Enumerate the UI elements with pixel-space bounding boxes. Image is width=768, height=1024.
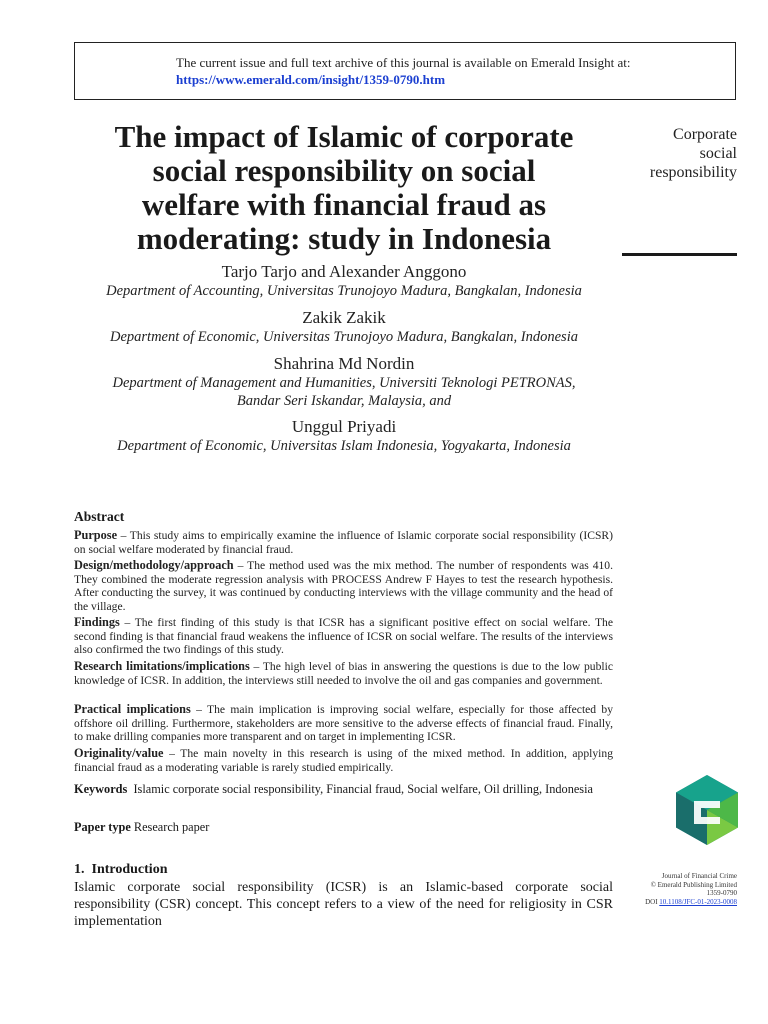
abstract-limitations: [74, 660, 613, 687]
abstract-dash: –: [237, 559, 244, 572]
intro-paragraph: Islamic corporate social responsibility (ICSR) is an Islamic-based corporate social responsibility (CSR) concept. This concept refers to a view of the need for religiosity in CSR implementation: [74, 880, 613, 929]
abstract-section-label: Practical implications: [74, 702, 191, 716]
affiliation-line: Department of Management and Humanities, Universiti Teknologi PETRONAS,: [112, 375, 576, 391]
abstract-section-text: The method used was the mix method. The number of respondents was 410. They combined the moderate regression analysis with PROCESS Andrew F Hayes to test the research hypothesis. After conducting the survey, it was continued by conducting interviews with the village community and the head of the village.: [74, 559, 613, 614]
title-line: moderating: study in Indonesia: [136, 221, 552, 256]
abstract-section-text: The main implication is improving social welfare, especially for those affected by offshore oil drilling. Furthermore, stakeholders are more sensitive to the adverse effects of financial fraud. Finally, to make drilling companies more transparent and on target in implementing ICSR.: [74, 703, 613, 744]
keywords-text: Islamic corporate social responsibility, Financial fraud, Social welfare, Oil drilling, Indonesia: [133, 782, 593, 796]
abstract-section-label: Originality/value: [74, 746, 164, 760]
archive-notice-box: [74, 42, 736, 100]
title-line: welfare with financial fraud as: [141, 187, 547, 222]
archive-url-link[interactable]: https://www.emerald.com/insight/1359-0790.htm: [176, 72, 446, 87]
author-affiliation: [74, 328, 614, 346]
section-number: 1.: [74, 862, 85, 877]
abstract-practical: [74, 703, 613, 744]
affiliation-line: Department of Economic, Universitas Islam Indonesia, Yogyakarta, Indonesia: [117, 438, 571, 454]
abstract-section-text: This study aims to empirically examine the influence of Islamic corporate social responsibility (ICSR) on social welfare moderated by financial fraud.: [74, 529, 613, 556]
abstract-findings: [74, 616, 613, 657]
archive-notice-text: The current issue and full text archive of this journal is available on Emerald Insight at:: [176, 55, 631, 70]
keywords: [74, 782, 613, 797]
doi-label: DOI: [645, 897, 658, 906]
affiliation-line: Bandar Seri Iskandar, Malaysia, and: [236, 393, 452, 409]
author-name: Tarjo Tarjo and Alexander Anggono: [221, 262, 467, 281]
paper-type-text: Research paper: [133, 820, 210, 834]
side-heading-rule: [622, 253, 737, 256]
paper-type-label: Paper type: [74, 820, 131, 834]
issn: 1359-0790: [706, 889, 737, 898]
abstract-section-text: The first finding of this study is that ICSR has a significant positive effect on social welfare. The second finding is that financial fraud weakens the influence of ICSR on social welfare. The results of the interviews also confirmed the two findings of this study.: [74, 616, 613, 657]
abstract-heading: Abstract: [74, 509, 125, 524]
abstract-purpose: [74, 529, 613, 556]
abstract-dash: –: [124, 616, 131, 629]
abstract-dash: –: [169, 747, 175, 760]
affiliation-line: Department of Economic, Universitas Trunojoyo Madura, Bangkalan, Indonesia: [110, 329, 578, 345]
doi-link[interactable]: 10.1108/JFC-01-2023-0008: [659, 897, 737, 906]
abstract-section-label: Findings: [74, 615, 120, 629]
title-line: The impact of Islamic of corporate: [114, 119, 574, 154]
author-name: Shahrina Md Nordin: [273, 354, 415, 373]
affiliation-line: Department of Accounting, Universitas Trunojoyo Madura, Bangkalan, Indonesia: [106, 283, 582, 299]
abstract-dash: –: [120, 529, 127, 542]
keywords-label: Keywords: [74, 782, 128, 796]
author-name: Unggul Priyadi: [291, 417, 397, 436]
abstract-section-label: Research limitations/implications: [74, 659, 250, 673]
paper-type: [74, 820, 209, 835]
side-running-head: [622, 125, 737, 182]
abstract-section-label: Design/methodology/approach: [74, 558, 234, 572]
side-head-line: responsibility: [649, 164, 737, 181]
abstract-dash: –: [196, 703, 202, 716]
emerald-logo-icon: [676, 775, 738, 845]
doi-line: [626, 898, 737, 907]
intro-heading: [74, 862, 167, 878]
author-affiliation: [74, 374, 614, 410]
side-head-line: Corporate: [673, 126, 737, 143]
author-affiliation: [74, 437, 614, 455]
article-title: [74, 120, 614, 256]
author-affiliation: [74, 282, 614, 300]
abstract-design: [74, 559, 613, 614]
journal-info: [626, 872, 737, 906]
abstract-dash: –: [253, 660, 260, 673]
abstract-section-label: Purpose: [74, 528, 118, 542]
abstract-originality: [74, 747, 613, 774]
title-line: social responsibility on social: [152, 153, 536, 188]
abstract-section-text: The main novelty in this research is using of the mixed method. In addition, applying financial fraud as a moderating variable is rarely studied empirically.: [74, 747, 613, 774]
author-name: Zakik Zakik: [302, 308, 386, 327]
abstract-section-text: The high level of bias in answering the questions is due to the low public knowledge of ICSR. In addition, the interviews still needed to involve the oil and gas companies and government.: [74, 660, 613, 687]
section-title: Introduction: [91, 862, 168, 877]
side-head-line: social: [699, 145, 737, 162]
publisher: © Emerald Publishing Limited: [650, 880, 737, 889]
journal-name: Journal of Financial Crime: [661, 872, 737, 880]
